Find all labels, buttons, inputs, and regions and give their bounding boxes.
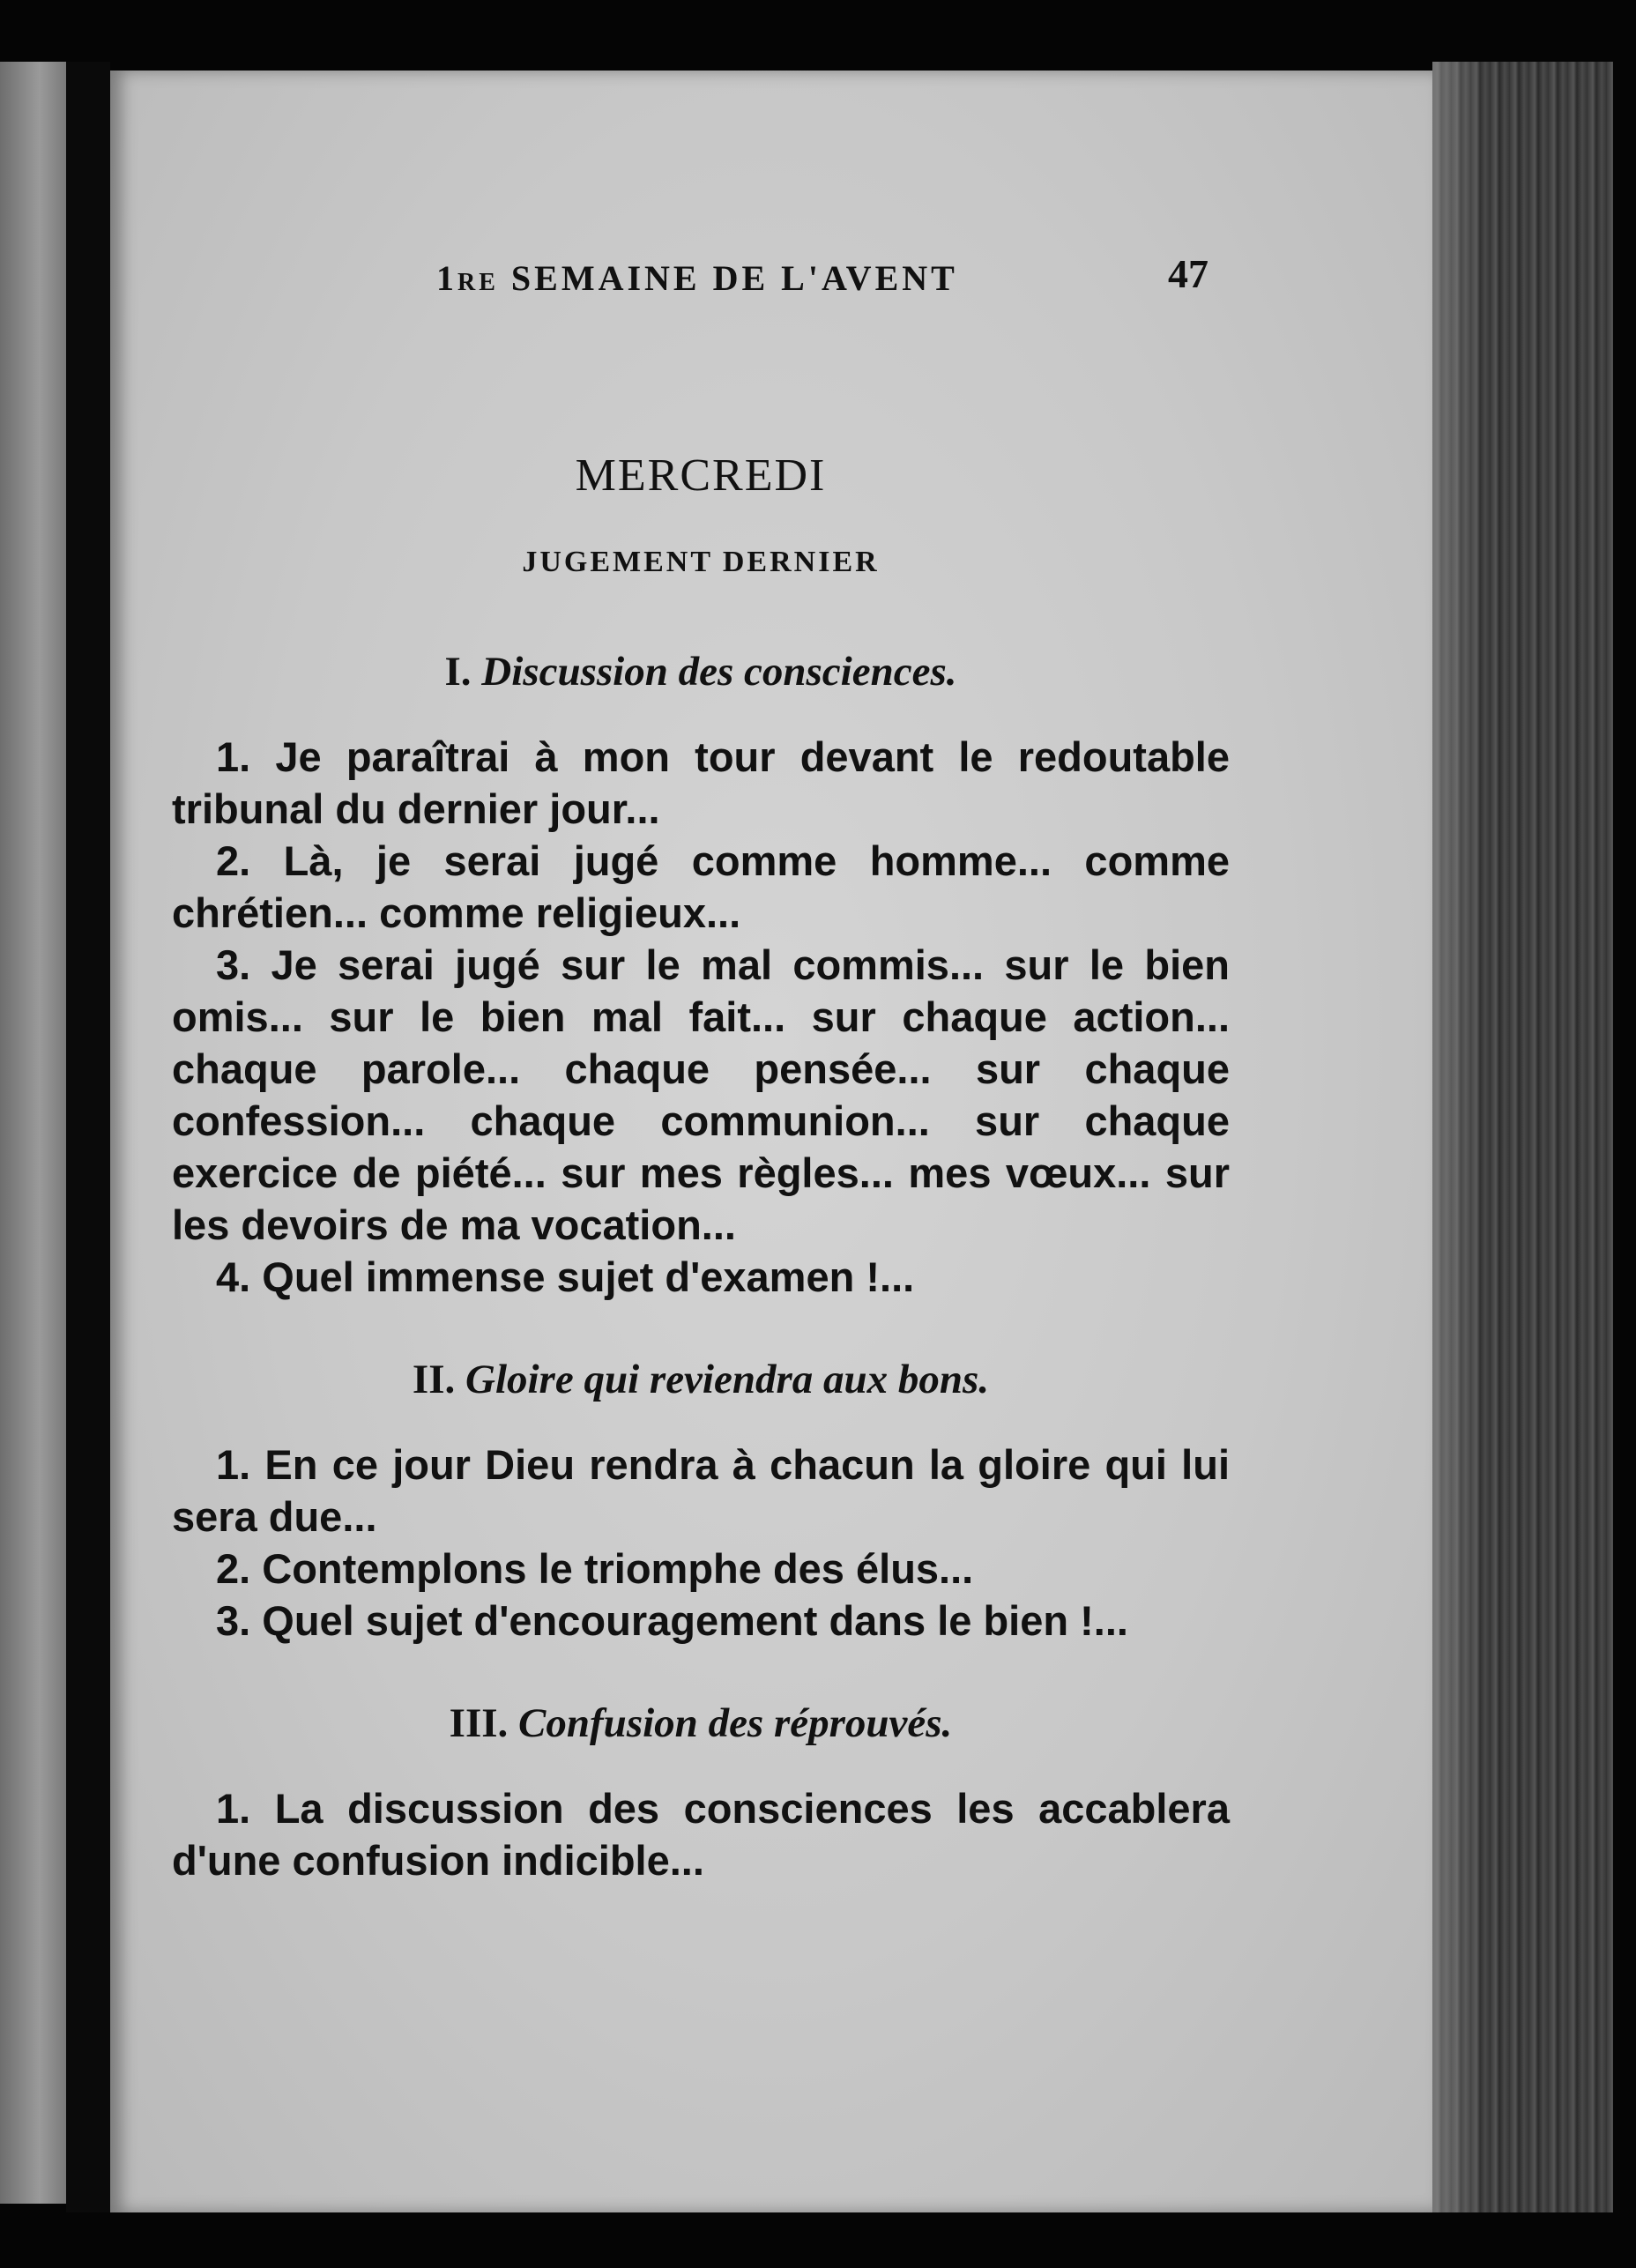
running-head [110, 251, 1432, 310]
section-numeral: III. [449, 1700, 509, 1746]
section-heading [172, 648, 1230, 695]
section-3 [172, 1699, 1230, 1886]
section-2 [172, 1356, 1230, 1647]
point-item: 3. Quel sujet d'encouragement dans le bien !... [216, 1597, 1128, 1644]
section-1 [172, 648, 1230, 1303]
page-number: 47 [1168, 251, 1208, 296]
point-item: 1. La discussion des consciences les accablera d'une confusion indicible... [172, 1785, 1230, 1884]
point-item: 2. Là, je serai jugé comme homme... comme chrétien... comme religieux... [172, 837, 1230, 936]
point-item: 1. Je paraîtrai à mon tour devant le redoutable tribunal du dernier jour... [172, 733, 1230, 832]
section-numeral: I. [444, 649, 472, 695]
book-page [110, 71, 1432, 2212]
section-heading [172, 1356, 1230, 1403]
point-item: 1. En ce jour Dieu rendra à chacun la gloire qui lui sera due... [172, 1441, 1230, 1540]
day-title: MERCREDI [575, 450, 827, 501]
point-item: 2. Contemplons le triomphe des élus... [216, 1545, 974, 1592]
book-gutter [66, 62, 110, 2212]
section-title: Gloire qui reviendra aux bons. [465, 1357, 990, 1402]
running-title: 1re SEMAINE DE L'AVENT [436, 258, 958, 298]
left-page-edge [0, 62, 66, 2204]
page-body [172, 450, 1230, 1939]
section-title: Discussion des consciences. [481, 649, 957, 695]
section-heading [172, 1699, 1230, 1747]
point-item: 3. Je serai jugé sur le mal commis... sur le bien omis... sur le bien mal fait... sur chaque action... chaque parole... chaque pensée... sur chaque confession... chaque communion... sur chaque exercice de piété... sur mes règles... mes vœux... sur les devoirs de ma vocation... [172, 941, 1230, 1248]
point-item: 4. Quel immense sujet d'examen !... [216, 1253, 915, 1300]
meditation-subject: JUGEMENT DERNIER [522, 546, 880, 578]
section-title: Confusion des réprouvés. [518, 1700, 953, 1746]
page-edges-stack [1432, 62, 1613, 2212]
section-numeral: II. [412, 1357, 456, 1402]
